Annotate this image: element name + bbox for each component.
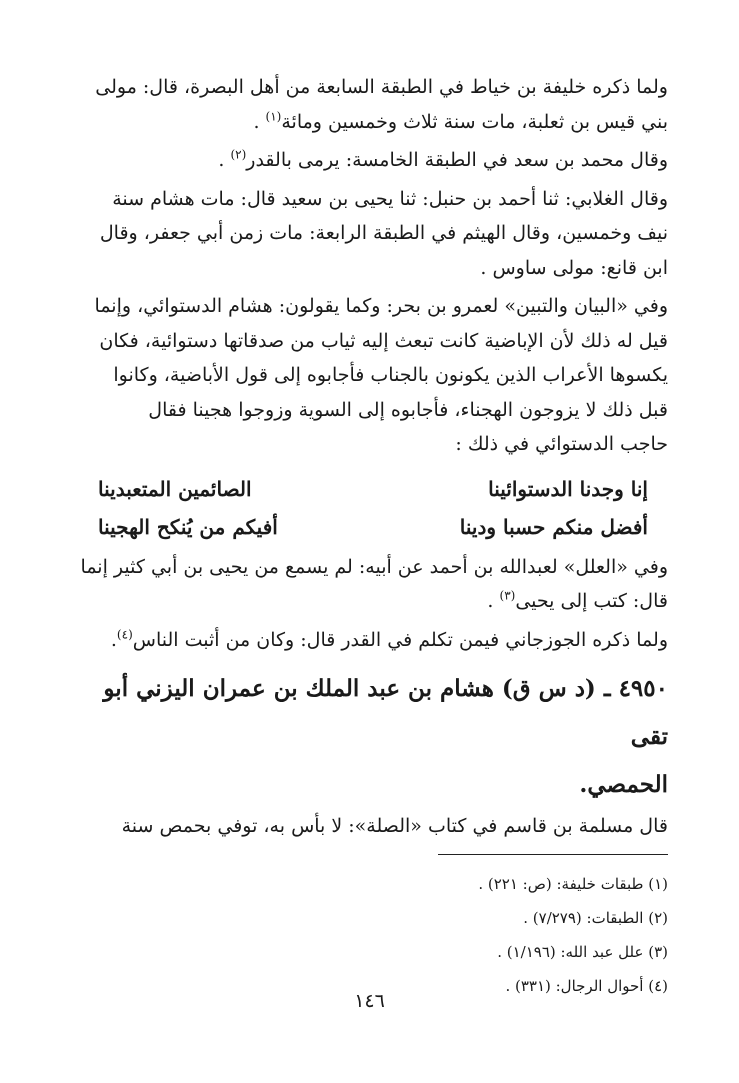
paragraph-ilal — [78, 550, 668, 619]
paragraph-khalifa — [78, 70, 668, 139]
text-line: ابن قانع: مولى ساوس . — [480, 256, 668, 279]
text-segment: . — [487, 590, 500, 612]
text-segment: قال: كتب إلى يحيى — [515, 590, 668, 612]
footnote-item: (٤) أحوال الرجال: (٣٣١) . — [505, 976, 668, 995]
verse-line — [78, 508, 668, 546]
paragraph-maslama — [78, 809, 668, 844]
text-line — [78, 105, 668, 140]
text-segment: ولما ذكره الجوزجاني فيمن تكلم في القدر قال: وكان من أثبت الناس — [132, 628, 668, 651]
footnotes — [78, 867, 668, 1003]
verse-hemistich-left: الصائمين المتعبدينا — [98, 476, 252, 501]
poem-verses — [78, 470, 668, 546]
text-line — [78, 623, 668, 658]
paragraph-ibn-saad — [78, 143, 668, 178]
verse-line — [78, 470, 668, 508]
text-line: حاجب الدستوائي في ذلك : — [455, 433, 668, 455]
text-line: وقال الغلابي: ثنا أحمد بن حنبل: ثنا يحيى بن سعيد قال: مات هشام سنة — [112, 187, 668, 210]
text-segment: بني قيس بن ثعلبة، مات سنة ثلاث وخمسين ومائة — [281, 110, 668, 133]
text-line: وفي «العلل» لعبدالله بن أحمد عن أبيه: لم يسمع من يحيى بن أبي كثير إنما — [80, 555, 668, 578]
text-segment: . — [110, 628, 117, 651]
footnote-ref: (١) — [265, 109, 282, 124]
page-body — [78, 70, 668, 1003]
entry-heading-line: الحمصي. — [579, 771, 668, 798]
footnote-item: (٣) علل عبد الله: (١/١٩٦) . — [497, 942, 668, 961]
text-line — [78, 143, 668, 178]
text-segment: وقال محمد بن سعد في الطبقة الخامسة: يرمى بالقدر — [246, 149, 668, 171]
page-number: ١٤٦ — [354, 990, 385, 1012]
verse-hemistich-right: إنا وجدنا الدستوائينا — [488, 476, 648, 501]
text-line: يكسوها الأعراب الذين يكونون بالجناب فأجابوه إلى قول الأباضية، وكانوا — [113, 364, 668, 386]
text-line: ولما ذكره خليفة بن خياط في الطبقة السابعة من أهل البصرة، قال: مولى — [95, 76, 668, 98]
verse-hemistich-left: أفيكم من يُنكح الهجينا — [98, 514, 278, 539]
entry-heading-line: ٤٩٥٠ ـ (د س ق) هشام بن عبد الملك بن عمران اليزني أبو تقى — [103, 675, 668, 750]
text-line: قيل له ذلك لأن الإباضية كانت تبعث إليه ثياب من صدقاتها دستوائية، فكان — [99, 329, 668, 352]
text-line: قال مسلمة بن قاسم في كتاب «الصلة»: لا بأس به، توفي بحمص سنة — [121, 815, 668, 837]
footnote-ref: (٣) — [499, 588, 516, 603]
footnote-item: (٢) الطبقات: (٧/٢٧٩) . — [523, 908, 668, 927]
paragraph-jawzajani — [78, 623, 668, 658]
text-line: قبل ذلك لا يزوجون الهجناء، فأجابوه إلى السوية وزوجوا هجينا فقال — [148, 398, 668, 421]
verse-hemistich-right: أفضل منكم حسبا ودينا — [459, 514, 648, 539]
text-line — [78, 584, 668, 619]
entry-heading — [78, 665, 668, 809]
footnote-item: (١) طبقات خليفة: (ص: ٢٢١) . — [478, 874, 668, 893]
footnote-ref: (٤) — [116, 627, 133, 642]
text-segment: . — [218, 149, 231, 171]
text-line: نيف وخمسين، وقال الهيثم في الطبقة الرابعة: مات زمن أبي جعفر، وقال — [99, 222, 668, 244]
text-line: وفي «البيان والتبين» لعمرو بن بحر: وكما يقولون: هشام الدستوائي، وإنما — [94, 295, 668, 317]
paragraph-bayan — [78, 289, 668, 462]
text-segment: . — [253, 110, 266, 133]
footnote-divider — [438, 854, 668, 855]
footnote-ref: (٢) — [230, 147, 247, 162]
paragraph-ghallabi — [78, 182, 668, 286]
